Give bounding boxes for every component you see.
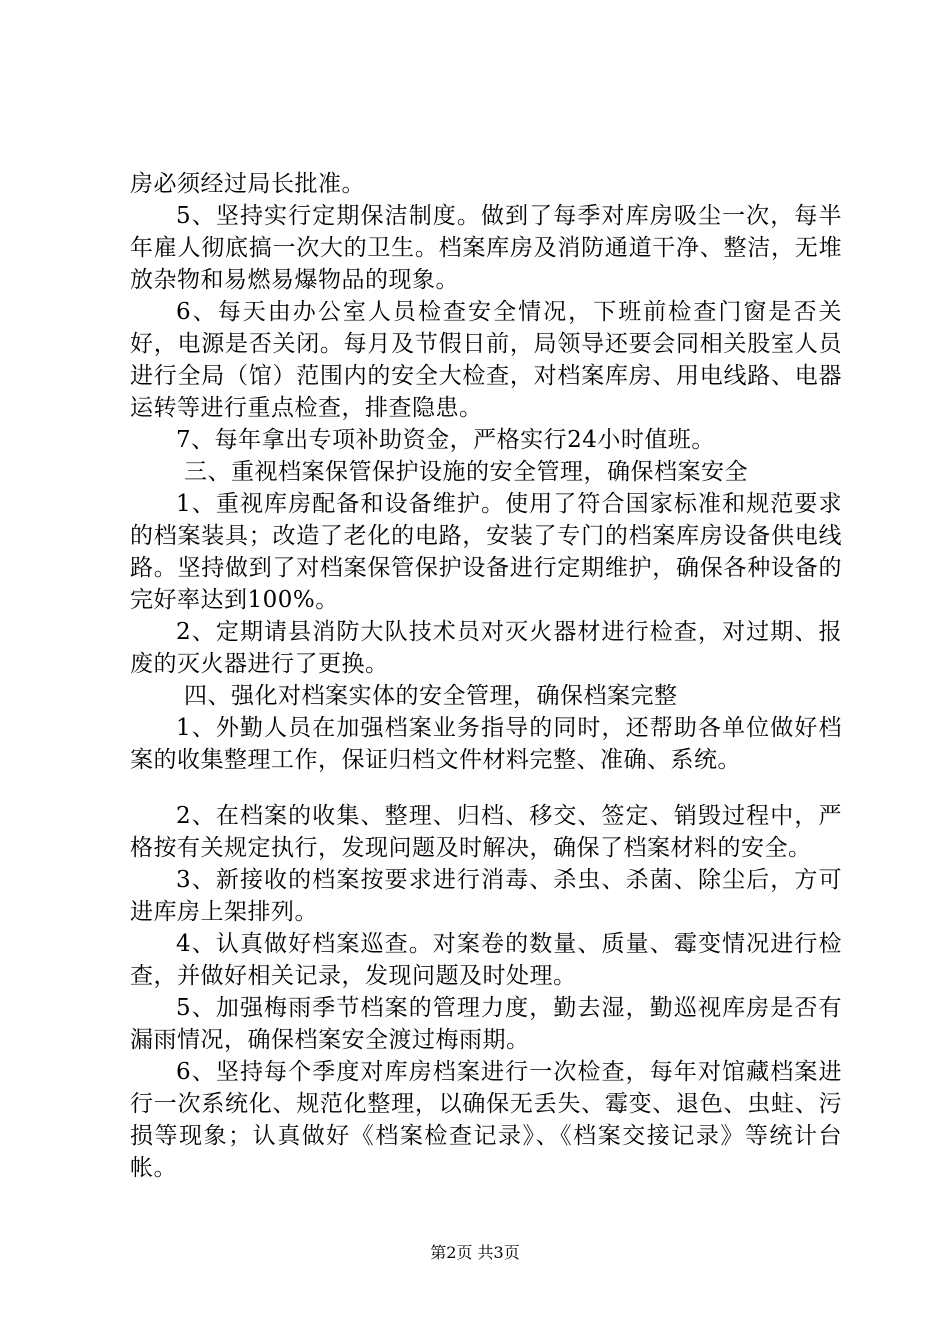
paragraph-continuation: 房必须经过局长批准。 [130, 171, 365, 197]
paragraph-section4-item-6: 6、坚持每个季度对库房档案进行一次检查，每年对馆藏档案进行一次系统化、规范化整理，以确保无丢失、霉变、退色、虫蛀、污损等现象；认真做好《档案检查记录》、《档案交接记录》等统计台帐。 [130, 1059, 842, 1181]
paragraph-section4-item-2: 2、在档案的收集、整理、归档、移交、签定、销毁过程中，严格按有关规定执行，发现问题及时解决，确保了档案材料的安全。 [130, 803, 842, 861]
paragraph-item-7-duty: 7、每年拿出专项补助资金，严格实行24小时值班。 [176, 427, 715, 453]
document-body [130, 168, 842, 1184]
paragraph-section4-item-5: 5、加强梅雨季节档案的管理力度，勤去湿，勤巡视库房是否有漏雨情况，确保档案安全渡过梅雨期。 [130, 995, 842, 1053]
paragraph-section3-item-2: 2、定期请县消防大队技术员对灭火器材进行检查，对过期、报废的灭火器进行了更换。 [130, 619, 842, 677]
paragraph-section4-item-1: 1、外勤人员在加强档案业务指导的同时，还帮助各单位做好档案的收集整理工作，保证归档文件材料完整、准确、系统。 [130, 715, 842, 773]
section-heading-3: 三、重视档案保管保护设施的安全管理，确保档案安全 [184, 459, 748, 485]
paragraph-section3-item-1: 1、重视库房配备和设备维护。使用了符合国家标准和规范要求的档案装具；改造了老化的电路，安装了专门的档案库房设备供电线路。坚持做到了对档案保管保护设备进行定期维护，确保各种设备的完好率达到100%。 [130, 491, 842, 613]
paragraph-section4-item-4: 4、认真做好档案巡查。对案卷的数量、质量、霉变情况进行检查，并做好相关记录，发现问题及时处理。 [130, 931, 842, 989]
paragraph-item-6-daily-check: 6、每天由办公室人员检查安全情况，下班前检查门窗是否关好，电源是否关闭。每月及节假日前，局领导还要会同相关股室人员进行全局（馆）范围内的安全大检查，对档案库房、用电线路、电器运转等进行重点检查，排查隐患。 [130, 299, 842, 421]
section-heading-4: 四、强化对档案实体的安全管理，确保档案完整 [184, 683, 678, 709]
paragraph-section4-item-3: 3、新接收的档案按要求进行消毒、杀虫、杀菌、除尘后，方可进库房上架排列。 [130, 867, 842, 925]
page-number-footer: 第2页 共3页 [430, 1243, 520, 1262]
paragraph-gap [130, 776, 842, 800]
paragraph-item-5-cleaning: 5、坚持实行定期保洁制度。做到了每季对库房吸尘一次，每半年雇人彻底搞一次大的卫生。档案库房及消防通道干净、整洁，无堆放杂物和易燃易爆物品的现象。 [130, 203, 842, 293]
